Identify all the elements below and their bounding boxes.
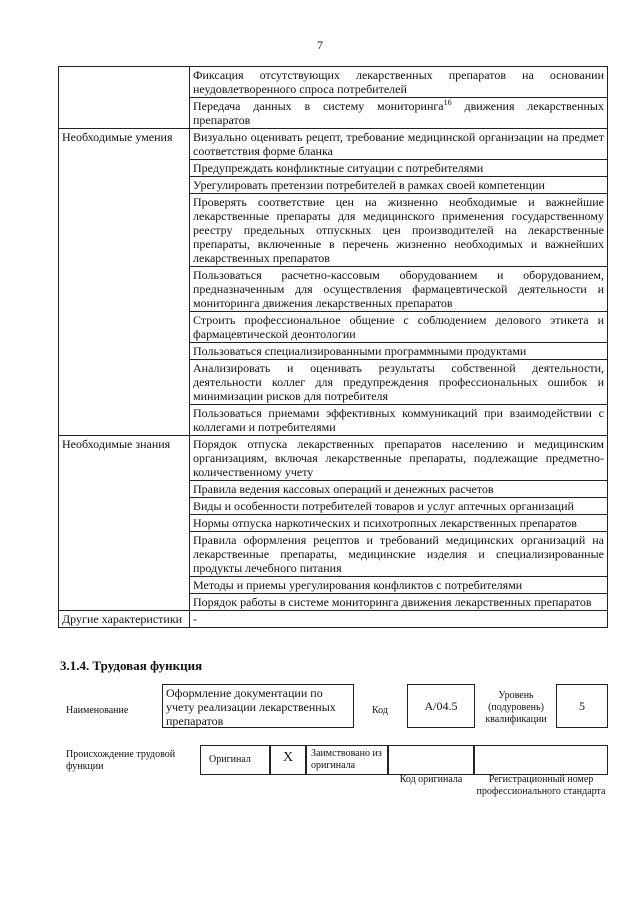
row-item-text: Правила ведения кассовых операций и денежных расчетов xyxy=(193,482,494,496)
row-item xyxy=(190,481,608,498)
row-item-text: Анализировать и оценивать результаты собственной деятельности, деятельности коллег для предупреждения профессиональных ошибок и минимизации рисков для потребителя xyxy=(193,361,604,403)
row-item xyxy=(190,267,608,312)
name-value: Оформление документации по учету реализации лекарственных препаратов xyxy=(166,686,336,728)
row-item xyxy=(190,594,608,611)
row-item-text: Нормы отпуска наркотических и психотропных лекарственных препаратов xyxy=(193,516,577,530)
borrowed-cell xyxy=(306,745,388,775)
row-item xyxy=(190,67,608,98)
row-item-text: Фиксация отсутствующих лекарственных препаратов на основании неудовлетворенного спроса потребителей xyxy=(193,68,604,96)
code-label: Код xyxy=(372,705,388,716)
row-item-text: Пользоваться специализированными программными продуктами xyxy=(193,344,527,358)
row-item xyxy=(190,577,608,594)
row-item-text: Передача данных в систему мониторинга xyxy=(193,99,444,113)
row-item xyxy=(190,98,608,129)
row-item-text: Предупреждать конфликтные ситуации с потребителями xyxy=(193,161,484,175)
code-orig-cell xyxy=(388,745,474,775)
level-value: 5 xyxy=(579,699,585,713)
row-item-tail: движения лекарственных препаратов xyxy=(193,99,604,127)
row-item xyxy=(190,405,608,436)
original-mark: X xyxy=(282,750,294,765)
table-row xyxy=(59,129,608,160)
row-item-text: Пользоваться расчетно-кассовым оборудованием и оборудованием, предназначенным для осуществления фармацевтической деятельности и мониторинга движения лекарственных препаратов xyxy=(193,268,604,310)
page-number: 7 xyxy=(317,38,323,52)
row-item xyxy=(190,498,608,515)
row-item xyxy=(190,343,608,360)
table-row xyxy=(59,436,608,481)
row-item-text: Проверять соответствие цен на жизненно необходимые и важнейшие лекарственные препараты для медицинского применения государственному реестру предельных отпускных цен производителей на лекарственные препараты, включенные в перечень жизненно необходимых и важнейших лекарственных препаратов xyxy=(193,195,604,265)
reg-number-label: Регистрационный номер профессионального стандарта xyxy=(476,774,606,797)
skills-knowledge-table xyxy=(58,66,608,628)
row-category xyxy=(59,67,190,129)
row-item xyxy=(190,436,608,481)
code-value-box xyxy=(407,684,475,728)
row-category: Необходимые умения xyxy=(59,129,190,436)
row-item xyxy=(190,515,608,532)
code-orig-label: Код оригинала xyxy=(399,774,463,785)
row-item-text: Порядок отпуска лекарственных препаратов населению и медицинским организациям, включая лекарственные препараты, подлежащие предметно-количественному учету xyxy=(193,437,604,479)
code-value: A/04.5 xyxy=(424,699,458,713)
row-item xyxy=(190,611,608,628)
row-item-text: Правила оформления рецептов и требований медицинских организаций на лекарственные препараты, медицинские изделия и специализированные продукты лечебного питания xyxy=(193,533,604,575)
table-row xyxy=(59,67,608,98)
row-item xyxy=(190,194,608,267)
row-item-text: Методы и приемы урегулирования конфликтов с потребителями xyxy=(193,578,523,592)
row-item-text: - xyxy=(193,612,197,626)
row-category: Необходимые знания xyxy=(59,436,190,611)
row-item xyxy=(190,360,608,405)
reg-number-cell xyxy=(474,745,608,775)
borrowed-label: Заимствовано из оригинала xyxy=(311,748,382,771)
original-mark-cell xyxy=(270,745,306,775)
row-item xyxy=(190,160,608,177)
row-item-text: Пользоваться приемами эффективных коммуникаций при взаимодействии с коллегами и потребителями xyxy=(193,406,604,434)
row-item xyxy=(190,129,608,160)
origin-label: Происхождение трудовой функции xyxy=(66,749,176,772)
row-item-text: Виды и особенности потребителей товаров и услуг аптечных организаций xyxy=(193,499,574,513)
level-label: Уровень (подуровень) квалификации xyxy=(485,690,547,725)
row-item xyxy=(190,312,608,343)
row-item-text: Визуально оценивать рецепт, требование медицинской организации на предмет соответствия форме бланка xyxy=(193,130,604,158)
table-row xyxy=(59,611,608,628)
original-label: Оригинал xyxy=(209,754,251,765)
level-value-box xyxy=(556,684,608,728)
row-item-text: Урегулировать претензии потребителей в рамках своей компетенции xyxy=(193,178,545,192)
name-value-box xyxy=(162,684,354,728)
row-category: Другие характеристики xyxy=(59,611,190,628)
name-label: Наименование xyxy=(66,705,129,716)
footnote-ref: 16 xyxy=(443,98,452,107)
row-item-text: Порядок работы в системе мониторинга движения лекарственных препаратов xyxy=(193,595,592,609)
row-item xyxy=(190,532,608,577)
original-cell xyxy=(200,745,270,775)
section-title: 3.1.4. Трудовая функция xyxy=(60,658,203,673)
row-item-text: Строить профессиональное общение с соблюдением делового этикета и фармацевтической деонтологии xyxy=(193,313,604,341)
row-item xyxy=(190,177,608,194)
